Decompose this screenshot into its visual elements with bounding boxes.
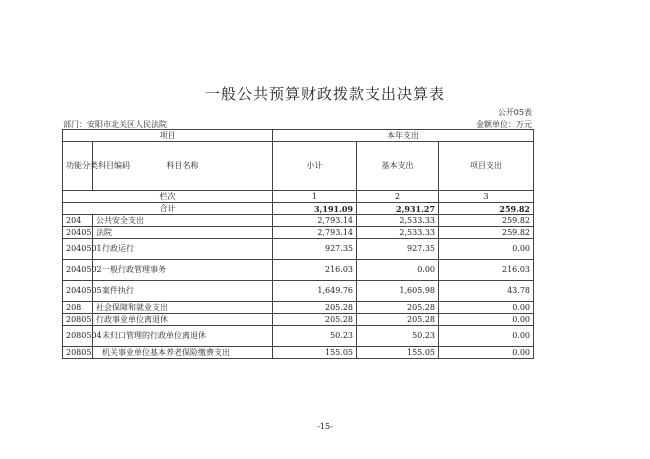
basic-header: 基本支出 (357, 142, 439, 191)
row-code: 2080504 (63, 326, 93, 347)
table-row (63, 239, 534, 260)
row-name: 公共安全支出 (93, 215, 273, 227)
row-basic: 0.00 (357, 260, 439, 281)
unit-label: 金额单位：万元 (476, 120, 532, 129)
row-project: 0.00 (439, 326, 534, 347)
col-index-2: 2 (357, 191, 439, 203)
row-basic: 2,533.33 (357, 215, 439, 227)
header-row-1 (63, 130, 534, 142)
row-subtotal: 205.28 (273, 302, 357, 314)
row-name: 机关事业单位基本养老保险缴费支出 (93, 347, 273, 359)
column-label: 栏次 (63, 191, 273, 203)
row-basic: 927.35 (357, 239, 439, 260)
table-row (63, 281, 534, 302)
total-basic: 2,931.27 (357, 203, 439, 215)
func-code-header: 功能分类科目编码 (63, 142, 93, 191)
row-subtotal: 1,649.76 (273, 281, 357, 302)
department-label: 部门：安阳市北关区人民法院 (63, 120, 167, 129)
row-code: 208 (63, 302, 93, 314)
row-name: 法院 (93, 227, 273, 239)
expenditure-table (62, 129, 534, 359)
row-code: 204 (63, 215, 93, 227)
row-basic: 50.23 (357, 326, 439, 347)
row-project: 43.78 (439, 281, 534, 302)
total-project: 259.82 (439, 203, 534, 215)
row-basic: 155.05 (357, 347, 439, 359)
row-name: 未归口管理的行政单位离退休 (93, 326, 273, 347)
row-subtotal: 155.05 (273, 347, 357, 359)
subject-name-header: 科目名称 (93, 142, 273, 191)
row-basic: 2,533.33 (357, 227, 439, 239)
project-exp-header: 项目支出 (439, 142, 534, 191)
page-title: 一般公共预算财政拨款支出决算表 (204, 85, 445, 103)
total-subtotal: 3,191.09 (273, 203, 357, 215)
column-index-row (63, 191, 534, 203)
row-project: 0.00 (439, 347, 534, 359)
subtotal-header: 小计 (273, 142, 357, 191)
table-row (63, 326, 534, 347)
row-project: 259.82 (439, 215, 534, 227)
row-basic: 1,605.98 (357, 281, 439, 302)
table-row (63, 227, 534, 239)
row-code: 2040502 (63, 260, 93, 281)
row-subtotal: 216.03 (273, 260, 357, 281)
row-basic: 205.28 (357, 302, 439, 314)
row-code: 2040505 (63, 281, 93, 302)
row-project: 216.03 (439, 260, 534, 281)
row-project: 0.00 (439, 302, 534, 314)
table-row (63, 347, 534, 359)
row-name: 社会保障和就业支出 (93, 302, 273, 314)
table-row (63, 260, 534, 281)
row-subtotal: 205.28 (273, 314, 357, 326)
total-row (63, 203, 534, 215)
row-subtotal: 927.35 (273, 239, 357, 260)
row-project: 259.82 (439, 227, 534, 239)
project-header: 项目 (63, 130, 273, 142)
row-code: 20805 (63, 347, 93, 359)
current-year-header: 本年支出 (273, 130, 534, 142)
row-subtotal: 2,793.14 (273, 215, 357, 227)
row-code: 20805 (63, 314, 93, 326)
row-code: 20405 (63, 227, 93, 239)
row-code: 2040501 (63, 239, 93, 260)
row-name: 行政运行 (93, 239, 273, 260)
row-subtotal: 50.23 (273, 326, 357, 347)
row-name: 一般行政管理事务 (93, 260, 273, 281)
page-number: -15- (317, 422, 333, 431)
total-label: 合计 (63, 203, 273, 215)
row-basic: 205.28 (357, 314, 439, 326)
row-name: 行政事业单位离退休 (93, 314, 273, 326)
header-row-2 (63, 142, 534, 191)
col-index-1: 1 (273, 191, 357, 203)
table-row (63, 302, 534, 314)
table-row (63, 314, 534, 326)
col-index-3: 3 (439, 191, 534, 203)
row-subtotal: 2,793.14 (273, 227, 357, 239)
row-project: 0.00 (439, 314, 534, 326)
row-project: 0.00 (439, 239, 534, 260)
form-code: 公开05表 (497, 108, 532, 117)
row-name: 案件执行 (93, 281, 273, 302)
table-row (63, 215, 534, 227)
